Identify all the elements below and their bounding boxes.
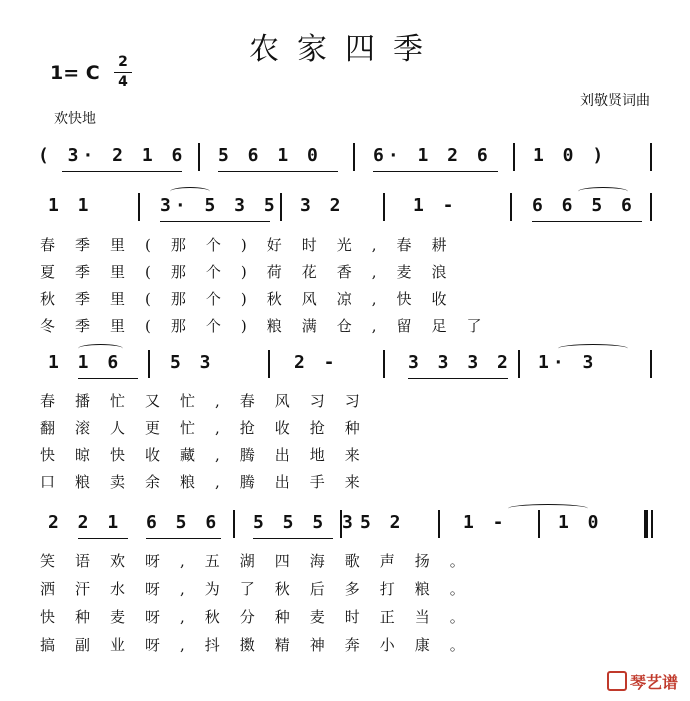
barline	[233, 510, 235, 538]
notes: 5 5 5 3	[253, 512, 357, 533]
lyric-line: 翻滚人更忙,抢收抢种	[40, 419, 380, 437]
lyric-line: 快种麦呀,秋分种麦时正当。	[40, 608, 485, 626]
lyrics-block-1	[40, 232, 501, 340]
lyric-line: 口粮卖余粮,腾出手来	[40, 473, 380, 491]
time-sig-top: 2	[118, 54, 128, 70]
slur	[170, 187, 210, 196]
beam	[146, 538, 221, 539]
notes: 1 0	[558, 512, 603, 533]
notes: 6 5 6	[146, 512, 221, 533]
tempo-marking: 欢快地	[54, 111, 96, 127]
notes: 6· 1 2 6	[373, 145, 492, 166]
slur	[558, 344, 628, 353]
notes: 3 2	[300, 195, 345, 216]
notes: 1 1 6	[48, 352, 123, 373]
lyric-line: 春季里(那个)好时光,春耕	[40, 236, 467, 254]
watermark-text: 琴艺谱	[629, 673, 678, 692]
lyrics-block-2	[40, 388, 380, 496]
barline	[383, 350, 385, 378]
tie	[508, 504, 588, 513]
music-row-4	[38, 512, 658, 542]
barline	[268, 350, 270, 378]
notes: 1 -	[413, 195, 458, 216]
notes: 5 3	[170, 352, 215, 373]
notes: 3· 5 3 5	[160, 195, 279, 216]
beam	[408, 378, 508, 379]
slur	[578, 187, 628, 196]
notes: ( 3· 2 1 6	[38, 145, 187, 166]
final-barline	[644, 510, 653, 538]
barline	[148, 350, 150, 378]
notes: 6 6 5 6	[532, 195, 636, 216]
barline	[650, 193, 652, 221]
notes: 1 1	[48, 195, 93, 216]
lyric-line: 冬季里(那个)粮满仓,留足了	[40, 317, 502, 335]
barline	[280, 193, 282, 221]
music-row-3	[38, 352, 658, 382]
music-row-2	[38, 195, 658, 225]
music-row-1	[38, 145, 658, 175]
song-title: 农家四季	[249, 32, 441, 67]
notes: 2 -	[294, 352, 339, 373]
time-signature	[114, 54, 132, 91]
barline	[438, 510, 440, 538]
beam	[62, 171, 182, 172]
barline	[510, 193, 512, 221]
lyric-line: 秋季里(那个)秋风凉,快收	[40, 290, 467, 308]
notes: 5 2	[360, 512, 405, 533]
barline	[138, 193, 140, 221]
slur	[78, 344, 123, 353]
lyric-line: 快晾快收藏,腾出地来	[40, 446, 380, 464]
barline	[340, 510, 342, 538]
beam	[253, 538, 333, 539]
beam	[78, 538, 128, 539]
barline	[518, 350, 520, 378]
notes: 2 2 1	[48, 512, 123, 533]
beam	[160, 221, 270, 222]
beam	[532, 221, 642, 222]
beam	[218, 171, 338, 172]
lyric-line: 春播忙又忙,春风习习	[40, 392, 380, 410]
beam	[373, 171, 498, 172]
lyric-line: 搞副业呀,抖擞精神奔小康。	[40, 636, 485, 654]
lyrics-block-3	[40, 547, 485, 659]
piano-logo-icon	[607, 671, 627, 691]
site-watermark	[607, 670, 678, 693]
notes: 5 6 1 0	[218, 145, 322, 166]
lyric-line: 夏季里(那个)荷花香,麦浪	[40, 263, 467, 281]
barline	[513, 143, 515, 171]
time-sig-bottom: 4	[118, 74, 128, 90]
barline	[650, 143, 652, 171]
beam	[78, 378, 138, 379]
barline	[538, 510, 540, 538]
notes: 1 -	[463, 512, 508, 533]
barline	[198, 143, 200, 171]
notes: 3 3 3 2	[408, 352, 512, 373]
lyric-line: 洒汗水呀,为了秋后多打粮。	[40, 580, 485, 598]
lyric-line: 笑语欢呀,五湖四海歌声扬。	[40, 552, 485, 570]
notes: 1 0 )	[533, 145, 608, 166]
barline	[383, 193, 385, 221]
composer-credit: 刘敬贤词曲	[580, 93, 650, 109]
barline	[353, 143, 355, 171]
notes: 1· 3	[538, 352, 598, 373]
barline	[650, 350, 652, 378]
time-sig-line	[114, 72, 132, 73]
key-signature: 1= C	[50, 62, 100, 84]
